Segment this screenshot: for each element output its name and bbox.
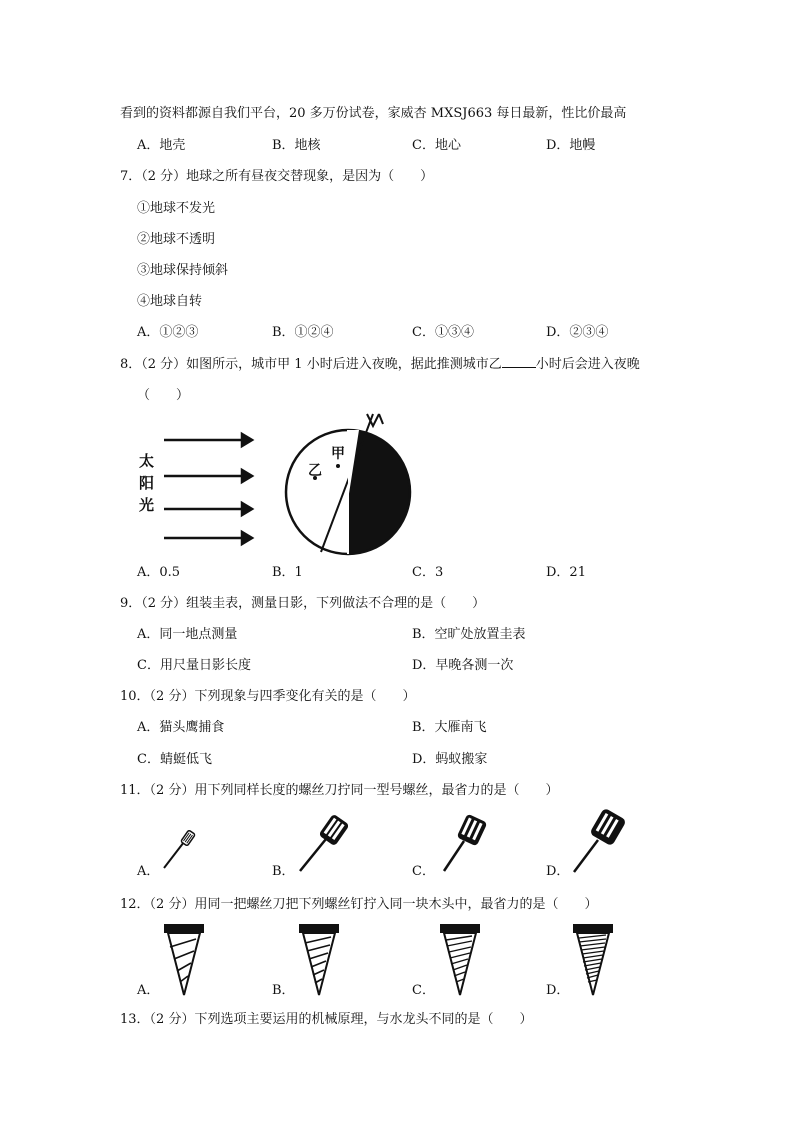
q8-sun-char-1: 太 xyxy=(139,452,155,470)
q7-option-a: A．①②③ xyxy=(137,325,199,340)
q12-option-a: A． xyxy=(137,983,160,998)
q11-option-d: D． xyxy=(546,864,570,879)
q12-screw-b-icon xyxy=(297,923,343,998)
q8-stem-after: 小时后会进入夜晚 xyxy=(535,357,640,372)
q11-option-b: B． xyxy=(272,864,295,879)
q6-option-c: C．地心 xyxy=(412,138,461,153)
q8-stem xyxy=(120,353,640,372)
q12-option-c: C． xyxy=(412,983,435,998)
q7-stem: 7．（2 分）地球之所有昼夜交替现象，是因为（ ） xyxy=(120,169,434,184)
q10-option-b: B．大雁南飞 xyxy=(412,720,487,735)
q12-screw-c-icon xyxy=(438,923,484,998)
q8-option-b: B．1 xyxy=(272,565,303,580)
q8-earth-diagram xyxy=(285,410,420,555)
q12-option-b: B． xyxy=(272,983,295,998)
q7-statement-2: ②地球不透明 xyxy=(137,232,216,247)
q8-paren: （ ） xyxy=(137,388,190,403)
q11-option-a: A． xyxy=(137,864,160,879)
q7-statement-3: ③地球保持倾斜 xyxy=(137,263,229,278)
q11-stem: 11．（2 分）用下列同样长度的螺丝刀拧同一型号螺丝，最省力的是（ ） xyxy=(120,783,559,798)
q8-option-c: C．3 xyxy=(412,565,444,580)
q10-stem: 10．（2 分）下列现象与四季变化有关的是（ ） xyxy=(120,689,416,704)
q9-option-a: A．同一地点测量 xyxy=(137,627,238,642)
q8-sun-char-2: 阳 xyxy=(139,474,155,492)
q10-option-d: D．蚂蚁搬家 xyxy=(412,752,488,767)
q8-sunlight-arrows xyxy=(160,430,260,545)
q10-option-c: C．蜻蜓低飞 xyxy=(137,752,212,767)
q8-city-jia: 甲 xyxy=(331,446,345,462)
header-note: 看到的资料都源自我们平台，20 多万份试卷，家威杏 MXSJ663 每日最新，性比价最高 xyxy=(120,106,627,121)
q9-option-b: B．空旷处放置圭表 xyxy=(412,627,526,642)
q8-stem-before: 8．（2 分）如图所示，城市甲 1 小时后进入夜晚，据此推测城市乙 xyxy=(120,357,502,372)
q6-option-b: B．地核 xyxy=(272,138,321,153)
q12-option-d: D． xyxy=(546,983,570,998)
q12-screw-d-icon xyxy=(571,923,617,998)
q7-option-d: D．②③④ xyxy=(546,325,609,340)
q8-sun-char-3: 光 xyxy=(139,496,155,514)
q9-option-d: D．早晚各测一次 xyxy=(412,658,514,673)
q9-stem: 9．（2 分）组装圭表，测量日影，下列做法不合理的是（ ） xyxy=(120,596,486,611)
q11-screwdriver-d-icon xyxy=(570,810,630,875)
q12-stem: 12．（2 分）用同一把螺丝刀把下列螺丝钉拧入同一块木头中，最省力的是（ ） xyxy=(120,897,598,912)
q11-screwdriver-a-icon xyxy=(160,828,200,873)
q11-screwdriver-b-icon xyxy=(296,815,356,875)
q13-stem: 13．（2 分）下列选项主要运用的机械原理，与水龙头不同的是（ ） xyxy=(120,1012,533,1027)
q7-statement-4: ④地球自转 xyxy=(137,294,203,309)
q8-option-a: A．0.5 xyxy=(137,565,181,580)
q11-option-c: C． xyxy=(412,864,435,879)
q11-screwdriver-c-icon xyxy=(436,815,496,875)
q7-option-c: C．①③④ xyxy=(412,325,474,340)
q9-option-c: C．用尺量日影长度 xyxy=(137,658,251,673)
q10-option-a: A．猫头鹰捕食 xyxy=(137,720,225,735)
q6-option-d: D．地幔 xyxy=(546,138,596,153)
q6-option-a: A．地壳 xyxy=(137,138,186,153)
q12-screw-a-icon xyxy=(162,923,208,998)
q8-city-yi: 乙 xyxy=(308,463,322,479)
q8-answer-blank xyxy=(502,356,536,368)
q8-option-d: D．21 xyxy=(546,565,586,580)
q7-option-b: B．①②④ xyxy=(272,325,334,340)
q7-statement-1: ①地球不发光 xyxy=(137,201,216,216)
